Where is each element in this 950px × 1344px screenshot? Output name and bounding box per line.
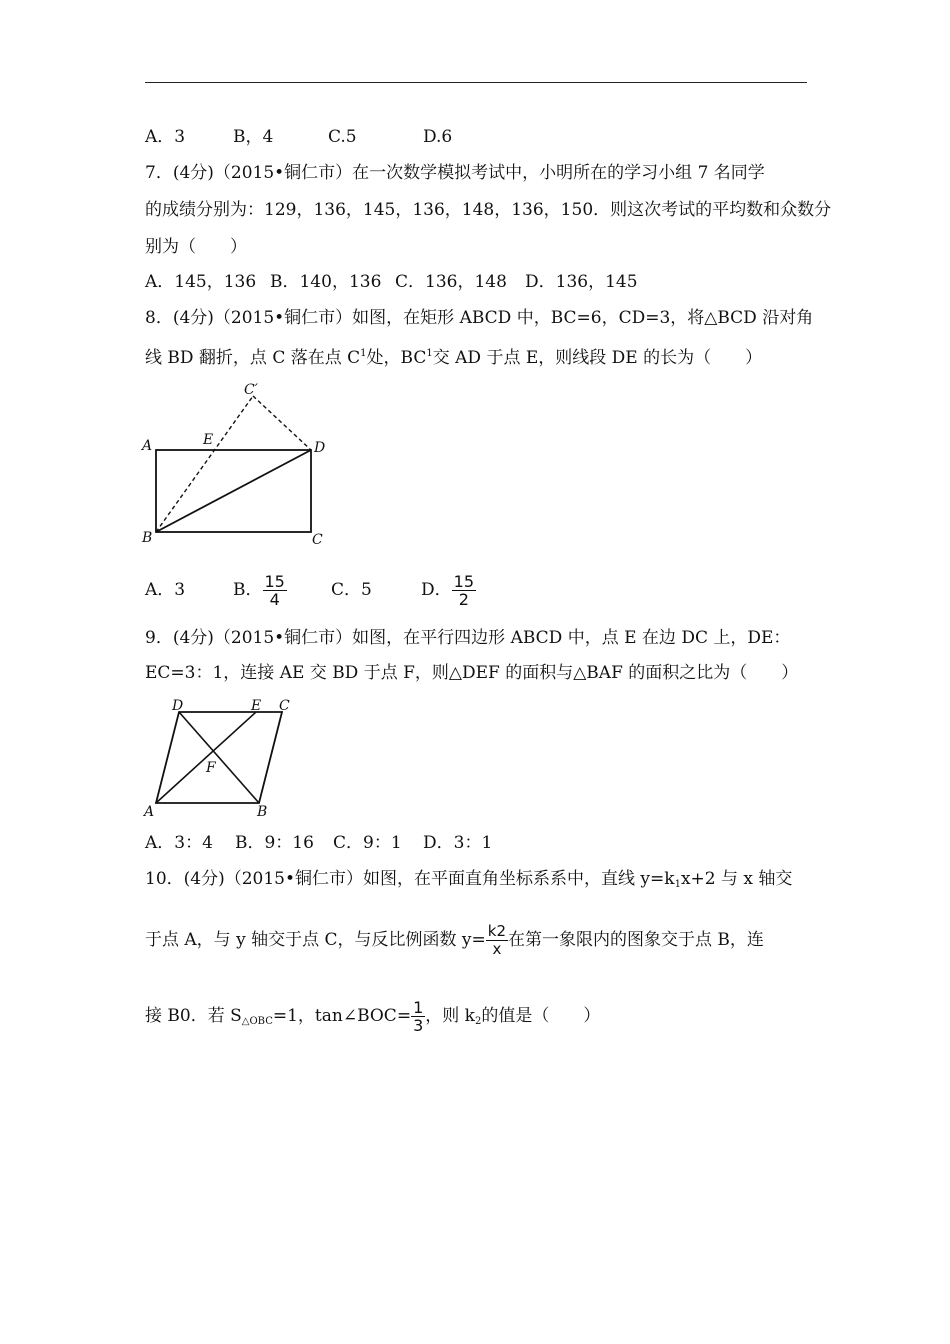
q6-option-a: A．3 [145, 127, 186, 147]
q9-label-b: B [257, 804, 268, 820]
q8-option-c: C．5 [331, 580, 372, 600]
q9-option-c: C．9：1 [333, 833, 402, 853]
q9-line1: 9．(4分)（2015•铜仁市）如图，在平行四边形 ABCD 中，点 E 在边 DC 上，DE： [145, 628, 791, 648]
q9-label-a: A [144, 804, 155, 820]
q8-label-c1: C′ [244, 382, 258, 398]
q7-options [145, 271, 638, 293]
q7-option-a: A．145，136 [145, 272, 257, 292]
q8-label-b: B [142, 530, 153, 546]
q9-label-d: D [172, 698, 184, 714]
q8-label-d: D [314, 440, 326, 456]
q8-options [145, 573, 476, 608]
q8-label-c: C [312, 532, 323, 548]
q8-option-d: D． $\frac{15}{2}$ [421, 572, 474, 609]
q9-label-f: F [206, 760, 216, 776]
q7-line3: 别为（ ） [145, 237, 247, 257]
q7-option-b: B．140，136 [270, 272, 382, 292]
q9-option-b: B．9：16 [235, 833, 314, 853]
q8-label-a: A [142, 438, 153, 454]
q9-parallelogram-figure [138, 692, 308, 820]
q7-line2: 的成绩分别为：129，136，145，136，148，136，150．则这次考试的平均数和众数分 [145, 200, 832, 220]
q9-label-e: E [251, 698, 262, 714]
header-rule [145, 82, 807, 83]
q6-option-c: C.5 [328, 127, 357, 147]
q7-option-d: D．136，145 [525, 272, 638, 292]
q8-line2: 线 BD 翻折，点 C 落在点 $C^1$处，$BC^1$交 AD 于点 E，则线段 DE 的长为（ ） [145, 348, 763, 368]
q6-options [145, 126, 452, 148]
q8-option-b: B． $\frac{15}{4}$ [233, 572, 285, 609]
q6-option-b: B，4 [233, 127, 274, 147]
q9-option-a: A．3：4 [145, 833, 213, 853]
q9-line2: EC=3：1，连接 AE 交 BD 于点 F，则△DEF 的面积与△BAF 的面积之比为（ ） [145, 663, 799, 683]
q7-option-c: C．136，148 [395, 272, 507, 292]
q8-label-e: E [203, 432, 214, 448]
q8-option-a: A．3 [145, 580, 186, 600]
q10-line2: 于点 A，与 y 轴交于点 C，与反比例函数 y= $\frac{k2}{x}$ 在第一象限内的图象交于点 B，连 [145, 922, 764, 958]
q9-options [145, 832, 492, 854]
q10-line1: 10．(4分)（2015•铜仁市）如图，在平面直角坐标系系中，直线 $y=k_1x+2$ 与 x 轴交 [145, 869, 793, 890]
q10-line3: 接 B0．若 $S_{\triangle OBC}=1$，tan∠BOC= $\frac{1}{3}$ ，则 $k_2$的值是（ ） [145, 998, 601, 1035]
q8-rectangle-figure [138, 378, 338, 550]
q8-line1: 8．(4分)（2015•铜仁市）如图，在矩形 ABCD 中，BC=6，CD=3，将△BCD 沿对角 [145, 308, 814, 328]
q7-line1: 7．(4分)（2015•铜仁市）在一次数学模拟考试中，小明所在的学习小组 7 名同学 [145, 163, 765, 183]
q9-option-d: D．3：1 [423, 833, 493, 853]
q6-option-d: D.6 [423, 127, 453, 147]
q9-label-c: C [279, 698, 290, 714]
